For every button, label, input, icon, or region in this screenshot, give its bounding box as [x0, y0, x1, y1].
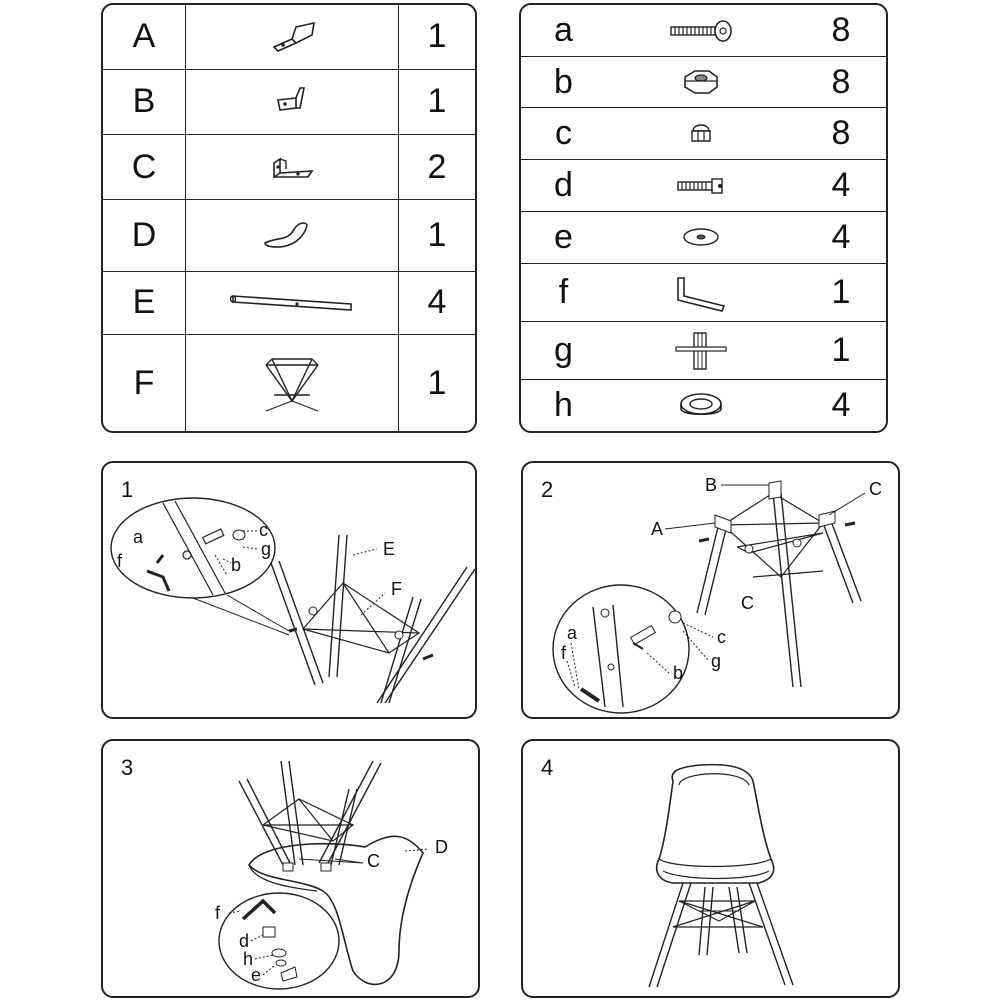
label-C: C [367, 851, 380, 871]
label-f-3: f [215, 903, 221, 923]
part-letter: D [131, 215, 157, 254]
short-bolt-icon [666, 171, 736, 201]
label-A: A [651, 519, 664, 539]
part-quantity: 4 [427, 283, 447, 322]
table-row [103, 200, 475, 272]
part-letter: F [133, 363, 155, 402]
step-number: 1 [121, 477, 134, 502]
label-g: g [261, 539, 272, 559]
label-b: b [231, 555, 242, 575]
part-letter: A [132, 17, 156, 56]
table-row [521, 322, 886, 380]
leg-mount-bracket-icon [252, 147, 332, 187]
table-row [521, 160, 886, 212]
part-quantity: 1 [427, 82, 447, 121]
parts-table-hardware [519, 3, 888, 433]
step-1-diagram [103, 463, 475, 717]
part-quantity: 1 [831, 272, 851, 311]
wire-base-frame-icon [252, 353, 332, 413]
label-h: h [243, 949, 254, 969]
label-C-top: C [869, 479, 882, 499]
part-quantity: 4 [831, 166, 851, 205]
part-letter: a [554, 10, 573, 49]
table-row [521, 380, 886, 431]
table-row [103, 69, 475, 134]
step-2-diagram [523, 463, 898, 717]
assembled-chair-illustration [523, 741, 898, 996]
part-quantity: 4 [831, 386, 851, 425]
label-g-2: g [711, 651, 722, 671]
part-quantity: 8 [831, 114, 851, 153]
table-row [103, 335, 475, 431]
flat-washer-icon [671, 222, 731, 252]
table-row [521, 211, 886, 263]
spring-washer-icon [671, 388, 731, 424]
label-f: f [117, 551, 123, 571]
label-e: e [251, 965, 262, 985]
table-row [103, 271, 475, 335]
part-letter: b [554, 62, 573, 101]
part-quantity: 1 [427, 215, 447, 254]
step-2-panel [521, 461, 900, 719]
part-letter: g [554, 331, 573, 370]
step-3-panel [101, 739, 480, 998]
part-quantity: 8 [831, 10, 851, 49]
part-letter: e [554, 217, 573, 256]
label-b-2: b [673, 663, 684, 683]
label-C-mid: C [741, 593, 754, 613]
step-number: 3 [121, 755, 134, 780]
label-E: E [383, 539, 396, 559]
part-quantity: 1 [831, 331, 851, 370]
label-a-2: a [567, 623, 578, 643]
table-row [103, 135, 475, 200]
step-3-diagram [103, 741, 478, 996]
label-c: c [259, 520, 268, 540]
table-row [103, 5, 475, 69]
part-quantity: 1 [427, 17, 447, 56]
label-a: a [133, 527, 144, 547]
part-quantity: 4 [831, 217, 851, 256]
seat-shell-icon [247, 213, 337, 257]
hex-nut-icon [671, 65, 731, 99]
label-F: F [391, 579, 402, 599]
part-quantity: 8 [831, 62, 851, 101]
step-number: 4 [541, 755, 554, 780]
label-B: B [705, 475, 718, 495]
table-row [521, 263, 886, 321]
part-letter: f [558, 272, 569, 311]
allen-key-icon [656, 270, 746, 314]
part-letter: B [132, 82, 156, 121]
long-bolt-icon [661, 13, 741, 47]
step-1-panel [101, 461, 477, 719]
part-quantity: 1 [427, 363, 447, 402]
table-row [521, 56, 886, 108]
table-row [521, 108, 886, 160]
cap-nut-icon [681, 117, 721, 151]
part-letter: h [554, 386, 573, 425]
part-letter: E [132, 283, 156, 322]
table-row [521, 5, 886, 56]
label-f-2: f [561, 643, 567, 663]
part-letter: C [131, 147, 157, 186]
small-bracket-icon [252, 17, 332, 57]
wooden-leg-icon [227, 288, 357, 318]
part-quantity: 2 [427, 147, 447, 186]
label-c-2: c [717, 627, 726, 647]
socket-wrench-icon [666, 329, 736, 373]
parts-table-large [101, 3, 477, 433]
step-4-panel [521, 739, 900, 998]
part-letter: d [554, 166, 573, 205]
part-letter: c [555, 114, 572, 153]
label-d: d [239, 931, 250, 951]
step-number: 2 [541, 477, 554, 502]
corner-bracket-icon [252, 82, 332, 122]
label-D: D [435, 837, 448, 857]
